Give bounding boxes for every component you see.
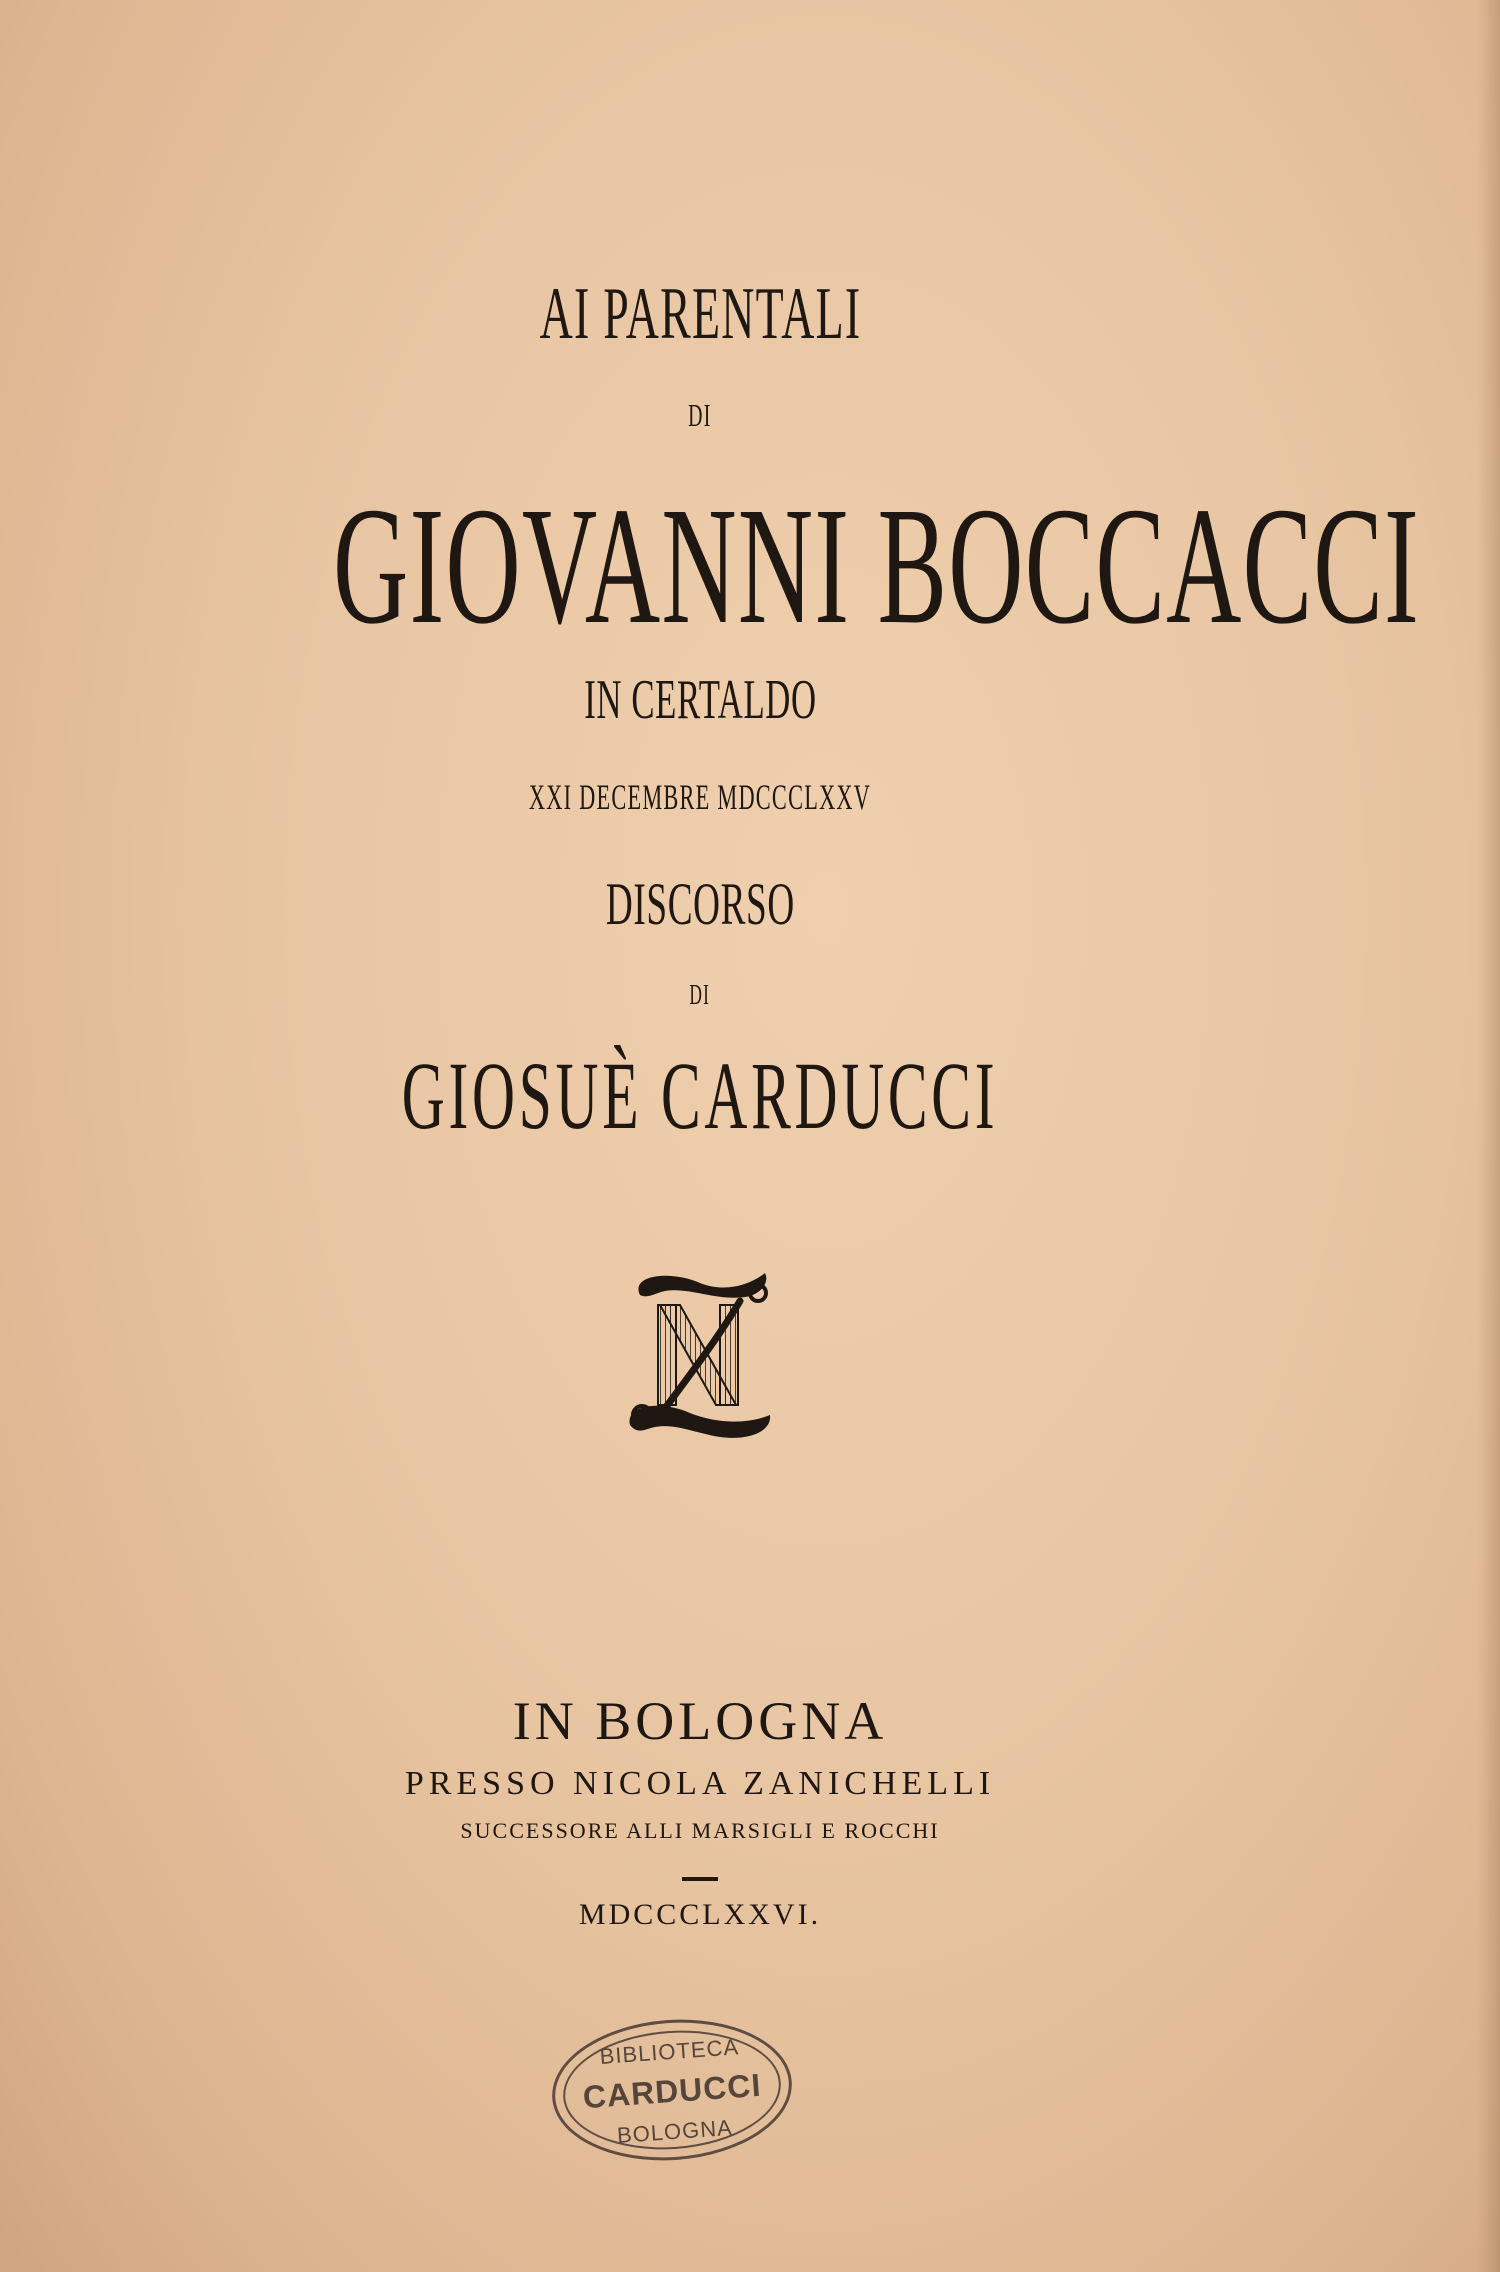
imprint-divider xyxy=(682,1877,718,1881)
stamp-line-2: CARDUCCI xyxy=(581,2066,763,2116)
title-line-di-2: DI xyxy=(689,980,711,1011)
imprint-city: IN BOLOGNA xyxy=(512,1691,888,1751)
author-name: GIOSUÈ CARDUCCI xyxy=(401,1042,999,1149)
library-stamp xyxy=(547,2012,796,2168)
stamp-line-3: BOLOGNA xyxy=(616,2114,734,2148)
imprint-successor: SUCCESSORE ALLI MARSIGLI E ROCCHI xyxy=(460,1818,940,1843)
page-edge-shadow xyxy=(1478,0,1500,2272)
title-line-discorso: DISCORSO xyxy=(605,871,795,937)
imprint-publisher: PRESSO NICOLA ZANICHELLI xyxy=(404,1765,996,1802)
title-line-date: XXI DECEMBRE MDCCCLXXV xyxy=(528,777,872,817)
title-line-ai-parentali: AI PARENTALI xyxy=(539,273,861,355)
title-line-place: IN CERTALDO xyxy=(583,669,817,731)
title-line-di-1: DI xyxy=(688,397,712,433)
stamp-line-1: BIBLIOTECA xyxy=(598,2034,740,2069)
publisher-monogram-icon xyxy=(620,1265,780,1445)
title-main: GIOVANNI BOCCACCI xyxy=(333,473,1420,659)
imprint-year: MDCCCLXXVI. xyxy=(578,1898,822,1931)
